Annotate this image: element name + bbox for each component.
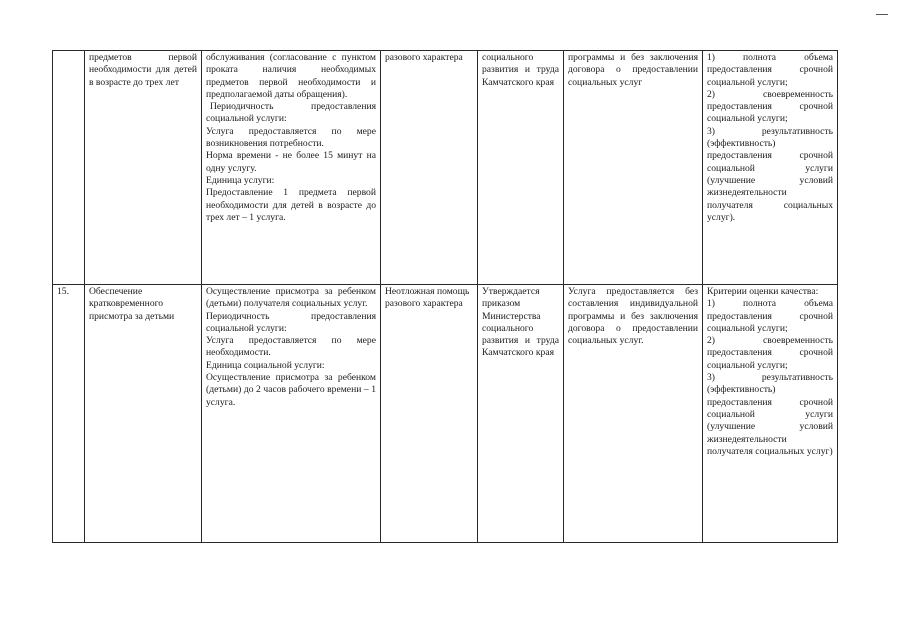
service-form: Неотложная помощь разового характера (385, 286, 470, 310)
criterion-item: 2) своевременность предоставления срочной социальной услуги; (707, 335, 833, 371)
row-number-cell (53, 51, 85, 285)
description-paragraph: Единица социальной услуги: (206, 359, 325, 371)
service-name: предметов первой необходимости для детей в возрасте до трех лет (89, 52, 197, 88)
description-paragraph: обслуживания (согласование с пунктом проката наличия необходимых предметов первой необходимости и предполагаемой даты обращения). (206, 52, 376, 100)
conditions-cell (564, 51, 703, 285)
criterion-item: 3) результативность (эффективность) предоставления срочной социальной услуги (улучшение условий жизнедеятельности получателя социальных услуг). (707, 125, 833, 223)
table-row (53, 51, 838, 285)
criterion-item: 2) своевременность предоставления срочной социальной услуги; (707, 88, 833, 125)
description-paragraph: Осуществление присмотра за ребенком (детьми) до 2 часов рабочего времени – 1 услуга. (206, 372, 376, 408)
service-form-cell (381, 51, 478, 285)
description-paragraph: Единица услуги: (206, 174, 275, 186)
description-paragraph: Услуга предоставляется по мере возникновения потребности. (206, 125, 376, 150)
tariff-text: социального развития и труда Камчатского края (482, 52, 559, 88)
description-paragraph: Осуществление присмотра за ребенком (детьми) получателя социальных услуг. (206, 286, 376, 310)
description-paragraph: Периодичность предоставления социальной услуги: (206, 101, 376, 125)
tariff-cell (478, 285, 564, 543)
conditions-cell (564, 285, 703, 543)
conditions-text: Услуга предоставляется без составления индивидуальной программы и без заключения договора о предоставлении социальных услуг. (568, 286, 698, 347)
service-description-cell (202, 285, 381, 543)
table-row (53, 285, 838, 543)
service-form-cell (381, 285, 478, 543)
row-number-cell: 15. (53, 285, 85, 543)
description-paragraph: Услуга предоставляется по мере необходимости. (206, 335, 376, 359)
criteria-cell (703, 51, 838, 285)
page-corner-mark (876, 14, 888, 15)
service-description-cell (202, 51, 381, 285)
description-paragraph: Предоставление 1 предмета первой необходимости для детей в возрасте до трех лет – 1 услуга. (206, 187, 376, 223)
description-paragraph: Норма времени - не более 15 минут на одну услугу. (206, 150, 376, 174)
description-paragraph: Периодичность предоставления социальной услуги: (206, 310, 376, 334)
criterion-item: 1) полнота объема предоставления срочной социальной услуги; (707, 298, 833, 334)
service-form: разового характера (385, 52, 463, 63)
conditions-text: программы и без заключения договора о предоставлении социальных услуг (568, 52, 698, 88)
criterion-item: 3) результативность (эффективность) предоставления срочной социальной услуги (улучшение условий жизнедеятельности получателя социальных услуг) (707, 372, 833, 457)
service-name-cell (85, 285, 202, 543)
service-name: Обеспечение кратковременного присмотра за детьми (89, 286, 175, 322)
criteria-cell (703, 285, 838, 543)
criteria-title: Критерии оценки качества: (707, 286, 819, 297)
service-name-cell (85, 51, 202, 285)
services-table (52, 50, 838, 543)
criterion-item: 1) полнота объема предоставления срочной социальной услуги; (707, 52, 833, 88)
tariff-text: Утверждается приказом Министерства социального развития и труда Камчатского края (482, 286, 559, 359)
tariff-cell (478, 51, 564, 285)
